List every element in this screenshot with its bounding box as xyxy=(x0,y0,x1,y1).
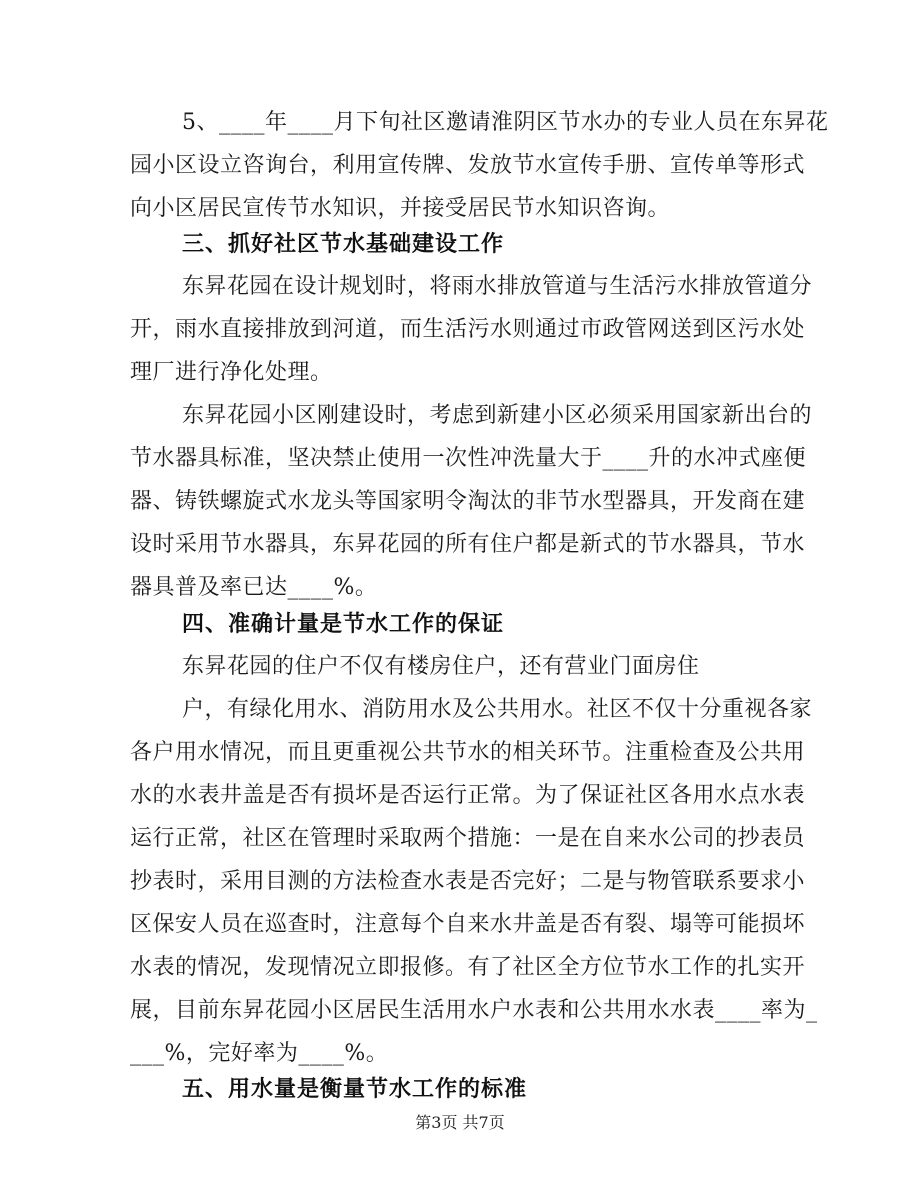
paragraph-line: 东昇花园在设计规划时，将雨水排放管道与生活污水排放管道分 xyxy=(182,274,813,299)
paragraph-line: 向小区居民宣传节水知识，并接受居民节水知识咨询。 xyxy=(130,196,671,221)
paragraph-line: ___%，完好率为____%。 xyxy=(130,1041,389,1066)
paragraph-line: 区保安人员在巡查时，注意每个自来水井盖是否有裂、塌等可能损坏 xyxy=(130,912,806,937)
paragraph-line: 东昇花园的住户不仅有楼房住户，还有营业门面房住 xyxy=(182,654,700,679)
paragraph-line: 5、____年____月下旬社区邀请淮阴区节水办的专业人员在东昇花 xyxy=(182,110,829,135)
paragraph-line: 水表的情况，发现情况立即报修。有了社区全方位节水工作的扎实开 xyxy=(130,955,806,980)
paragraph-line: 器具普及率已达____%。 xyxy=(130,575,378,600)
paragraph-line: 开，雨水直接排放到河道，而生活污水则通过市政管网送到区污水处 xyxy=(130,317,806,342)
section-heading: 五、用水量是衡量节水工作的标准 xyxy=(182,1077,528,1102)
paragraph-line: 东昇花园小区刚建设时，考虑到新建小区必须采用国家新出台的 xyxy=(182,403,813,428)
paragraph-line: 器、铸铁螺旋式水龙头等国家明令淘汰的非节水型器具，开发商在建 xyxy=(130,489,806,514)
section-heading: 四、准确计量是节水工作的保证 xyxy=(182,612,505,637)
page-number-footer: 第3页 共7页 xyxy=(415,1113,505,1132)
paragraph-line: 理厂进行净化处理。 xyxy=(130,360,333,385)
section-heading: 三、抓好社区节水基础建设工作 xyxy=(182,232,505,257)
paragraph-line: 展，目前东昇花园小区居民生活用水户水表和公共用水水表____率为_ xyxy=(130,998,818,1023)
paragraph-line: 运行正常，社区在管理时采取两个措施：一是在自来水公司的抄表员 xyxy=(130,826,806,851)
paragraph-line: 节水器具标准，坚决禁止使用一次性冲洗量大于____升的水冲式座便 xyxy=(130,446,807,471)
paragraph-line: 户，有绿化用水、消防用水及公共用水。社区不仅十分重视各家 xyxy=(182,697,813,722)
paragraph-line: 水的水表井盖是否有损坏是否运行正常。为了保证社区各用水点水表 xyxy=(130,783,806,808)
paragraph-line: 设时采用节水器具，东昇花园的所有住户都是新式的节水器具，节水 xyxy=(130,532,806,557)
paragraph-line: 抄表时，采用目测的方法检查水表是否完好；二是与物管联系要求小 xyxy=(130,869,806,894)
paragraph-line: 园小区设立咨询台，利用宣传牌、发放节水宣传手册、宣传单等形式 xyxy=(130,153,806,178)
paragraph-line: 各户用水情况，而且更重视公共节水的相关环节。注重检查及公共用 xyxy=(130,740,806,765)
